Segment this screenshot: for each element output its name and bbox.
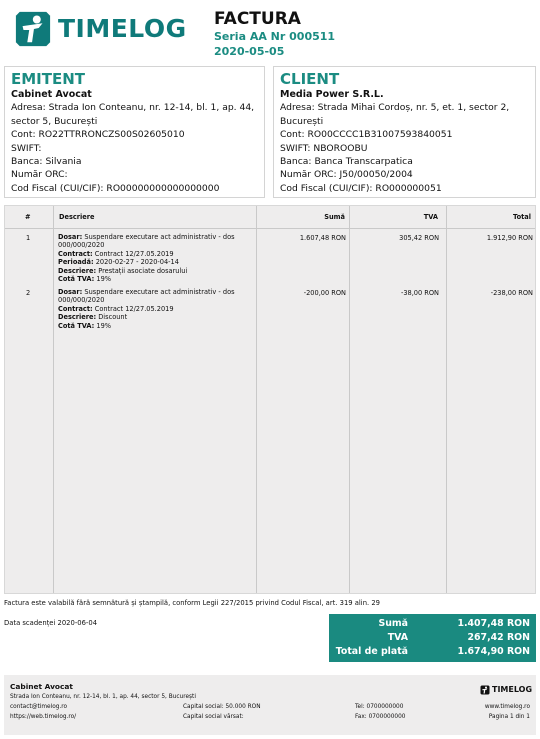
totals-sum-value: 1.407,48 RON: [457, 618, 530, 629]
row-1-contract: Contract: Contract 12/27.05.2019: [58, 249, 174, 258]
invoice-header: [214, 9, 335, 59]
client-fiscal-code: Cod Fiscal (CUI/CIF): RO000000051: [280, 182, 442, 194]
row-2-vat: -38,00 RON: [400, 289, 439, 297]
invoice-series: Seria AA Nr 000511: [214, 30, 336, 43]
row-2-dossier: Dosar: Suspendare executare act administrativ - dos: [58, 288, 235, 296]
client-heading: CLIENT: [280, 70, 340, 88]
column-divider: [53, 206, 54, 593]
row-2-amount: -200,00 RON: [303, 289, 346, 297]
logo-wordmark: TIMELOG: [58, 14, 187, 43]
footer-capital: Capital social: 50.000 RON: [183, 704, 261, 710]
totals-sum-row: [329, 617, 536, 631]
column-divider: [349, 206, 350, 593]
footer-page-number: Pagina 1 din 1: [488, 714, 530, 720]
row-1-dossier-number: 000/000/2020: [58, 241, 105, 250]
totals-pay-row: [329, 645, 536, 659]
emitter-heading: EMITENT: [11, 70, 86, 88]
row-2-vat-rate: Cotă TVA: 19%: [58, 321, 112, 330]
row-2-dossier-number: 000/000/2020: [58, 296, 105, 305]
footer-capital-paid: Capital social vărsat:: [183, 714, 244, 720]
footer-tel: Tel: 0700000000: [355, 704, 404, 710]
emitter-address: Adresa: Strada Ion Conteanu, nr. 12-14, bl. 1, ap. 44,: [11, 102, 255, 114]
row-2-desc: Descriere: Discount: [58, 313, 128, 322]
row-1-desc: Descriere: Prestații asociate dosarului: [58, 266, 188, 275]
header-divider: [5, 228, 535, 229]
emitter-box: [4, 66, 265, 198]
invoice-date: 2020-05-05: [214, 45, 285, 58]
client-orc: Număr ORC: J50/00050/2004: [280, 169, 413, 181]
column-divider: [256, 206, 257, 593]
row-1-amount: 1.607,48 RON: [299, 234, 346, 242]
emitter-fiscal-code: Cod Fiscal (CUI/CIF): RO00000000000000000: [11, 182, 220, 194]
column-header-total: Total: [512, 213, 531, 221]
totals-box: [329, 614, 536, 662]
footer-address: Strada Ion Conteanu, nr. 12-14, bl. 1, ap. 44, sector 5, București: [10, 694, 196, 700]
emitter-account: Cont: RO22TTRRONCZS00S02605010: [11, 129, 185, 141]
row-1-description: [58, 233, 254, 283]
timelog-logo-icon: [14, 10, 52, 48]
client-account: Cont: RO00CCCC1B31007593840051: [280, 129, 453, 141]
row-2-description: [58, 288, 254, 330]
footer-web: https://web.timelog.ro/: [10, 714, 77, 720]
totals-pay-value: 1.674,90 RON: [457, 646, 530, 657]
timelog-logo: [14, 8, 189, 48]
emitter-swift: SWIFT:: [11, 142, 42, 154]
client-address-cont: București: [280, 115, 324, 127]
client-name: Media Power S.R.L.: [280, 89, 384, 100]
footer-site: www.timelog.ro: [484, 704, 530, 710]
column-header-vat: TVA: [423, 213, 438, 221]
footer-email: contact@timelog.ro: [10, 704, 68, 710]
row-1-nr: 1: [26, 234, 31, 242]
footer-logo: [480, 684, 533, 696]
footer-company-name: Cabinet Avocat: [10, 682, 73, 691]
totals-sum-label: Sumă: [378, 618, 408, 629]
row-2-total: -238,00 RON: [490, 289, 533, 297]
emitter-orc: Număr ORC:: [11, 169, 68, 181]
row-1-vat-rate: Cotă TVA: 19%: [58, 275, 112, 284]
column-header-nr: #: [25, 213, 31, 221]
totals-vat-label: TVA: [387, 632, 408, 643]
totals-pay-label: Total de plată: [335, 646, 408, 657]
emitter-address-cont: sector 5, București: [11, 115, 98, 127]
footer-fax: Fax: 0700000000: [355, 714, 406, 720]
footer: [4, 675, 536, 735]
footer-logo-wordmark: TIMELOG: [492, 685, 533, 694]
invoice-items-table: [4, 205, 536, 594]
row-1-period: Perioadă: 2020-02-27 - 2020-04-14: [58, 258, 179, 267]
column-header-description: Descriere: [59, 213, 95, 221]
emitter-bank: Banca: Silvania: [11, 156, 82, 168]
totals-vat-value: 267,42 RON: [467, 632, 530, 643]
client-bank: Banca: Banca Transcarpatica: [280, 156, 413, 168]
due-date: Data scadenței 2020-06-04: [4, 619, 98, 627]
column-header-amount: Sumă: [324, 213, 345, 221]
row-2-contract: Contract: Contract 12/27.05.2019: [58, 304, 174, 313]
row-1-vat: 305,42 RON: [399, 234, 439, 242]
client-box: [273, 66, 536, 198]
row-1-total: 1.912,90 RON: [486, 234, 533, 242]
totals-vat-row: [329, 631, 536, 645]
row-2-nr: 2: [26, 289, 31, 297]
column-divider: [446, 206, 447, 593]
timelog-logo-icon: [480, 685, 490, 695]
client-address: Adresa: Strada Mihai Cordoș, nr. 5, et. 1, sector 2,: [280, 102, 510, 114]
emitter-name: Cabinet Avocat: [11, 89, 92, 100]
row-1-dossier: Dosar: Suspendare executare act administrativ - dos: [58, 233, 235, 241]
validity-note: Factura este valabilă fără semnătură și ștampilă, conform Legii 227/2015 privind Codul Fiscal, art. 319 alin. 29: [4, 599, 380, 607]
client-swift: SWIFT: NBOROOBU: [280, 142, 368, 154]
invoice-title: FACTURA: [214, 9, 301, 29]
